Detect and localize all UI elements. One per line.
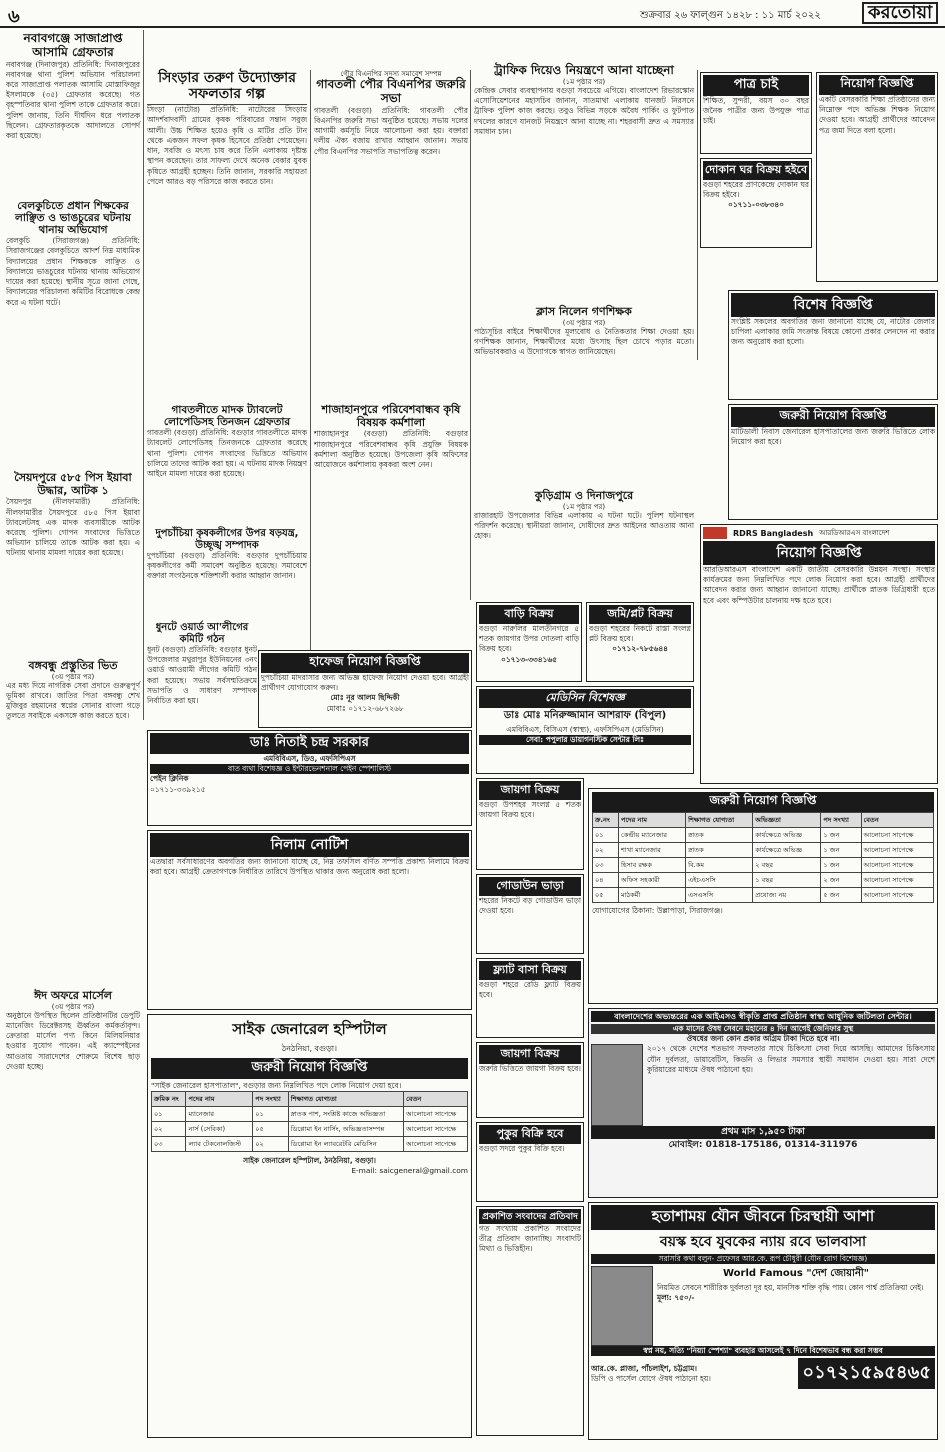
table-row xyxy=(152,1137,468,1152)
table-cell: এইচএসসি xyxy=(686,873,753,888)
continued-note: (৩য় পৃষ্ঠার পর) xyxy=(51,1002,95,1011)
hospital-address: ঠনঠনিয়া, বগুড়া। xyxy=(282,1044,337,1053)
ad-footer: সাইক জেনারেল হস্পিটাল, ঠনঠনিয়া, বগুড়া। xyxy=(243,1156,376,1166)
table-cell: ২ বছর xyxy=(753,858,821,873)
clinic-banner: বাংলাদেশের অভ্যন্তরের এক আইএসও স্বীকৃতি প্রাপ্ত প্রতিষ্ঠান স্বাস্থ্য আধুনিক জটিলতা সেন্টার। xyxy=(591,1011,935,1022)
ad-job-table xyxy=(588,788,938,1004)
clinic-phone: ০১৭১১-৩৩৯২১৫ xyxy=(150,784,206,794)
ad-body: আরডিআরএস বাংলাদেশ একটি জাতীয় বেসরকারি উন্নয়ন সংস্থা। সংস্থার কার্যক্রমের জন্য নিম্নলিখিত পদে লোক নিয়োগ করা হবে। আগ্রহী প্রার্থীদের আবেদন করার জন্য আহ্বান জানানো যাচ্ছে। প্রার্থীকে স্নাতক ডিগ্রিধারী হতে হবে এবং কম্পিউটার চালনায় দক্ষ হতে হবে। xyxy=(703,565,935,605)
table-row xyxy=(152,1122,468,1137)
ad-body: শহরের নিকটে বড় গোডাউন ভাড়া দেওয়া হবে। xyxy=(479,896,581,916)
doctor-specialty: বাত ব্যথা বিশেষজ্ঞ ও ইন্টারভেনশনাল পেইন স্পেশালিস্ট xyxy=(150,764,469,774)
newspaper-logo: করতোয়া xyxy=(862,2,938,24)
table-cell: শাখা ম্যানেজার xyxy=(619,843,686,858)
headline: গাবতলী পৌর বিএনপির জরুরি সভা xyxy=(316,77,466,105)
table-cell: ল্যাব টেকনোলজিস্ট xyxy=(186,1137,253,1152)
headline: ট্রাফিক দিয়েও নিয়ন্ত্রণে আনা যাচ্ছেনা xyxy=(494,63,674,77)
ad-title: নিলাম নোটিশ xyxy=(150,833,469,857)
column-rule xyxy=(310,70,311,650)
ad-title: জমি/প্লট বিক্রয় xyxy=(589,605,691,624)
table-cell: ০৫ xyxy=(253,1122,288,1137)
table-row xyxy=(593,873,934,888)
table-cell: ০২ xyxy=(593,843,619,858)
article-saidpur xyxy=(6,472,140,612)
doctor-degree: এমবিবিএস, বিসিএস (স্বাস্থ্য), এফসিপিএস (মেডিসিন) xyxy=(506,725,664,734)
article-body: বেলকুচি (সিরাজগঞ্জ) প্রতিনিধি: সিরাজগঞ্জের বেলকুচিতে আদর্শ নিম্ন মাধ্যমিক বিদ্যালয়ের প্রধান শিক্ষককে লাঞ্ছিত ও বিদ্যালয়ে ভাঙচুরের ঘটনায় থানায় অভিযোগ দায়ের করা হয়েছে। স্থানীয় সূত্রে জানা গেছে, বিদ্যালয়ের পরিচালনা কমিটির বিরোধকে কেন্দ্র করে এ ঘটনা ঘটে। xyxy=(6,236,140,307)
page-header xyxy=(0,0,945,28)
ad-title: জরুরী নিয়োগ বিজ্ঞপ্তি xyxy=(151,1058,468,1079)
table-cell: ম্যানেজার xyxy=(186,1107,253,1122)
table-cell: ১ জন xyxy=(821,828,861,843)
ad-body: গত সংখ্যায় প্রকাশিত সংবাদের তীব্র প্রতিবাদ জানাচ্ছি। সংবাদটি মিথ্যা ও ভিত্তিহীন। xyxy=(479,1224,581,1254)
article-kurigram xyxy=(474,490,694,600)
ad-godown-rent xyxy=(476,874,584,954)
contact-phone: মোবাঃ ০১৭১২-৬৮৭২৬৮ xyxy=(326,703,404,713)
article-shajahanpur xyxy=(314,404,468,644)
headline: সৈয়দপুরে ৫৮৫ পিস ইয়াবা উদ্ধার, আটক ১ xyxy=(14,471,132,497)
ad-title: মেডিসিন বিশেষজ্ঞ xyxy=(479,689,691,708)
table-cell: ০২ xyxy=(253,1137,288,1152)
hopeful-line-1: হতাশাময় যৌন জীবনে চিরস্থায়ী আশা xyxy=(591,1205,935,1230)
ad-footer: যোগাযোগের ঠিকানা: উল্লাপাড়া, সিরাজগঞ্জ। xyxy=(592,906,723,915)
continued-note: (১ম পৃষ্ঠার পর) xyxy=(562,77,606,86)
ad-body: একটি বেসরকারি শিক্ষা প্রতিষ্ঠানের জন্য নিম্নোক্ত পদে অভিজ্ঞ শিক্ষক নিয়োগ দেওয়া হবে। আগ্রহী প্রার্থীদের আবেদন পত্র জমা দিতে বলা হলো। xyxy=(819,95,935,135)
table-cell: আলোচনা সাপেক্ষে xyxy=(404,1107,468,1122)
table-header: পদ সংখ্যা xyxy=(253,1092,288,1107)
table-cell: ডিপ্লোমা ইন ল্যাবরেটরি মেডিসিন xyxy=(288,1137,403,1152)
ad-hafez-recruitment xyxy=(258,650,472,728)
ad-title: জায়গা বিক্রয় xyxy=(479,781,581,800)
table-cell: কেন্দ্রীয় ম্যানেজার xyxy=(619,828,686,843)
table-header: পদের নাম xyxy=(186,1092,253,1107)
ad-house-sale xyxy=(476,602,582,682)
ad-protest xyxy=(476,1206,584,1436)
issue-date: শুক্রবার ২৬ ফাল্গুন ১৪২৮ : ১১ মার্চ ২০২২ xyxy=(640,10,821,21)
table-cell: স্নাতক পাশ, সংশ্লিষ্ট কাজে অভিজ্ঞতা xyxy=(288,1107,403,1122)
article-body: সৈয়দপুর (নীলফামারী) প্রতিনিধি: নীলফামারীর সৈয়দপুরে ৫৮৫ পিস ইয়াবা ট্যাবলেটসহ এক মাদক ব্যবসায়ীকে আটক করেছে পুলিশ। গোপন সংবাদের ভিত্তিতে অভিযান চালিয়ে তাকে আটক করা হয়। এ ঘটনায় থানায় মামলা দায়ের করা হয়েছে। xyxy=(6,497,140,558)
article-belkuchi xyxy=(6,200,140,360)
clinic-body: ২০১৭ থেকে দেশের শতভাগ সফলতার সাথে চিকিৎসা সেবা দিয়ে আসছি। আমাদের চিকিৎসায় যৌন দুর্বলতা, ডায়াবেটিস, কিডনি ও লিভার সমস্যার স্থায়ী সমাধান দেওয়া হয়। সারা দেশে কুরিয়ারের মাধ্যমে ঔষধ পাঠানো হয়। xyxy=(647,1044,935,1074)
ad-title: গোডাউন ভাড়া xyxy=(479,877,581,896)
doctor-name: ডাঃ নিতাই চন্দ্র সরকার xyxy=(150,733,469,754)
chamber: সেবা: পপুলার ডায়াগনস্টিক সেন্টার লিঃ xyxy=(479,735,691,745)
headline: ক্লাস নিলেন গণশিক্ষক xyxy=(536,305,632,318)
article-gabtali-drugs xyxy=(147,404,307,524)
article-body: অনুষ্ঠানে উপস্থিত ছিলেন প্রতিষ্ঠানটির ডেপুটি ম্যানেজিং ডিরেক্টরসহ ঊর্ধ্বতন কর্মকর্তাবৃন্দ। ক্রেতারা মার্সেল পণ্য কিনে মিলিয়নিয়ার হওয়ার সুযোগ পাবেন। এই ক্যাম্পেইনের আওতায় সারাদেশের শোরুমে বিশেষ ছাড় দেওয়া হচ্ছে। xyxy=(6,1010,140,1071)
ad-land-sale-3 xyxy=(476,1042,584,1118)
table-cell: কার্যক্ষেত্রে অভিজ্ঞ xyxy=(753,843,821,858)
ad-land-sale xyxy=(586,602,694,682)
doctor-photo xyxy=(591,1044,643,1126)
hopeful-line-2: বয়স্ক হবে যুবকের ন্যায় রবে ভালবাসা xyxy=(659,1234,867,1250)
table-cell: ০১ xyxy=(253,1107,288,1122)
headline: ঈদ অফরে মার্সেল xyxy=(34,989,112,1002)
table-row xyxy=(593,828,934,843)
hospital-name: সাইক জেনারেল হস্পিটাল xyxy=(232,1020,387,1038)
table-cell: আলোচনা সাপেক্ষে xyxy=(861,828,933,843)
headline: নবাবগঞ্জে সাজাপ্রাপ্ত আসামি গ্রেফতার xyxy=(23,31,123,59)
headline: দুপচাঁচিয়া কৃষকলীগের উপর ষড়যন্ত্র, উচ্ছৃঙ্খ সম্পাদক xyxy=(155,528,299,551)
table-cell: আলোচনা সাপেক্ষে xyxy=(404,1122,468,1137)
continued-note: (১ম পৃষ্ঠার পর) xyxy=(562,502,606,511)
ad-hopeful xyxy=(588,1202,938,1440)
ad-body: বগুড়া নারুলির মালতীনগরে ৫ শতক জায়গার উপর দোতলা বাড়ি বিক্রয় হবে। xyxy=(479,624,579,654)
table-row xyxy=(593,843,934,858)
table-header: পদের নাম xyxy=(619,813,686,828)
table-header: অভিজ্ঞতা xyxy=(753,813,821,828)
ad-title: পাত্র চাই xyxy=(703,75,809,96)
hopeful-address-2: ডিপি ও পার্সেল যোগে ঔষধ পাঠানো হয়। xyxy=(591,1373,711,1383)
continued-note: (৩য় পৃষ্ঠার পর) xyxy=(51,672,95,681)
ad-phone: ০১৭১২-৭৮৫৬৪৪ xyxy=(612,644,668,654)
table-cell: আলোচনা সাপেক্ষে xyxy=(861,843,933,858)
table-cell: ০৩ xyxy=(593,858,619,873)
table-cell: ১ বছর xyxy=(753,873,821,888)
ad-phone: ০১৭১১-০৩৮৩৪০ xyxy=(728,200,784,210)
table-cell: এসএসসি xyxy=(686,888,753,903)
headline: বঙ্গবন্ধু প্রস্তুতির ভিত xyxy=(28,659,118,672)
ad-body: জরুরি ভিত্তিতে জায়গা বিক্রয় হবে। xyxy=(479,1064,581,1073)
ad-body: সংশ্লিষ্ট সকলের অবগতির জন্য জানানো যাচ্ছে যে, নাটোর জেলার চাপিলা এলাকার জমি সংক্রান্ত বিষয়ে কোনো প্রকার লেনদেন না করার জন্য অনুরোধ করা হলো। xyxy=(731,317,935,347)
article-body: দুপচাঁচিয়া (বগুড়া) প্রতিনিধি: বগুড়ার দুপচাঁচিয়ায় কৃষকলীগের কর্মী সমাবেশ অনুষ্ঠিত হয়েছে। সমাবেশে বক্তারা সংগঠনকে শক্তিশালী করার আহ্বান জানান। xyxy=(147,551,307,581)
hopeful-line-3: সরাসরি কথা বলুন- প্রফেসর আর.কে. রূপ চৌধুরী (যৌন রোগ বিশেষজ্ঞ) xyxy=(591,1254,935,1264)
headline: বেলকুচিতে প্রধান শিক্ষকের লাঞ্ছিত ও ভাঙচুরের ঘটনায় থানায় অভিযোগ xyxy=(15,200,131,237)
table-cell: স্নাতক xyxy=(686,828,753,843)
table-cell: কার্যক্ষেত্রে অভিজ্ঞ xyxy=(753,828,821,843)
table-cell: হিসাব রক্ষক xyxy=(619,858,686,873)
page-number: ৬ xyxy=(8,6,20,27)
ad-doctor-nitai xyxy=(147,730,472,826)
hopeful-phone: ০১৭২১৫৯৫৪৬৫ xyxy=(798,1358,935,1389)
doctor-name: ডাঃ মোঃ মনিরুজ্জামান আশরাফ (বিপুল) xyxy=(503,710,667,721)
column-rule xyxy=(697,70,698,360)
table-row xyxy=(593,888,934,903)
ad-title: প্রকাশিত সংবাদের প্রতিবাদ xyxy=(479,1209,581,1224)
table-header: ক্র.নং xyxy=(593,813,619,828)
ad-body: বগুড়া সদরে পুকুর বিক্রি হবে। xyxy=(479,1144,565,1153)
ad-body: বগুড়া শহরে রেডি ফ্ল্যাট বিক্রয় হবে। xyxy=(479,980,581,1000)
headline: কুড়িগ্রাম ও দিনাজপুরে xyxy=(534,489,634,502)
ad-title: ফ্ল্যাট বাসা বিক্রয় xyxy=(479,961,581,980)
article-dupchanchia xyxy=(147,528,307,618)
ad-medicine-specialist xyxy=(476,686,694,774)
table-header: ক্রমিক নং xyxy=(152,1092,186,1107)
table-cell: আলোচনা সাপেক্ষে xyxy=(861,858,933,873)
rdrs-name: আরডিআরএস বাংলাদেশ xyxy=(819,529,890,537)
ad-title: দোকান ঘর বিক্রয় হইবে xyxy=(703,161,809,180)
clinic-name: পেইন ক্লিনিক xyxy=(150,774,189,784)
table-cell: আলোচনা সাপেক্ষে xyxy=(861,888,933,903)
table-cell: ০৩ xyxy=(152,1137,186,1152)
table-row xyxy=(593,858,934,873)
article-bangabandhu xyxy=(6,660,140,810)
table-header: পদ সংখ্যা xyxy=(821,813,861,828)
rdrs-logo-icon xyxy=(703,527,727,539)
table-cell: স্নাতক xyxy=(686,843,753,858)
ad-saic-hospital xyxy=(147,1014,472,1438)
table-cell: ১ জন xyxy=(821,858,861,873)
hopeful-price: মূল্য: ৭৫০/- xyxy=(657,1293,695,1303)
headline: গাবতলীতে মাদক ট্যাবলেট লোপেডিসহ তিনজন গ্রেফতার xyxy=(163,404,291,429)
table-cell: ০১ xyxy=(593,828,619,843)
ad-body: বগুড়া শহরের নিকটে রাস্তা সংলগ্ন প্লট বিক্রয় হবে। xyxy=(589,624,691,644)
table-cell: মাঠকর্মী xyxy=(619,888,686,903)
ad-recruitment-1 xyxy=(816,72,938,282)
article-traffic xyxy=(474,64,694,304)
ad-urgent-recruitment xyxy=(728,404,938,520)
clinic-price: প্রথম মাস ১,৯৫০ টাকা xyxy=(591,1126,935,1138)
ad-title: জরুরী নিয়োগ বিজ্ঞপ্তি xyxy=(731,407,935,427)
article-body: সিংড়া (নাটোর) প্রতিনিধি: নাটোরের সিংড়ায় আদর্শবাদবাদী গ্রামের কৃষক পরিবারের সন্তান সবুজ আলী। উচ্চ শিক্ষিত হয়েও কৃষি ও মাটির প্রতি টান থেকে একজন সফল কৃষক হিসেবে প্রতিষ্ঠা পেয়েছেন। ধান, সবজি ও মৎস্য চাষ করে তিনি এলাকায় দৃষ্টান্ত স্থাপন করেছেন। তার সাফল্য দেখে অনেক বেকার যুবক কৃষিতে আগ্রহী হচ্ছেন। তিনি জানান, সরকারি সহায়তা পেলে আরও বড় পরিসরে কাজ করতে চান। xyxy=(147,105,307,186)
article-marcel xyxy=(6,990,140,1440)
article-body: এর মধ্য দিয়ে নাগরিক সেবা প্রদানে গুরুত্বপূর্ণ ভূমিকা রাখবে। জাতির পিতা বঙ্গবন্ধু শেখ মুজিবুর রহমানের স্বপ্নের সোনার বাংলা গড়ে তুলতে সবাইকে একসঙ্গে কাজ করতে হবে। xyxy=(6,680,140,721)
ad-clinic xyxy=(588,1008,938,1198)
column-rule xyxy=(470,70,471,600)
article-nabaganj xyxy=(6,31,140,141)
article-body: ধুনট (বগুড়া) প্রতিনিধি: বগুড়ার ধুনট উপজেলার মথুরাপুর ইউনিয়নের ৩নং ওয়ার্ড আওয়ামী লীগের কমিটি গঠন করা হয়েছে। সভায় সর্বসম্মতিক্রমে সভাপতি ও সাধারণ সম্পাদক নির্বাচিত করা হয়। xyxy=(147,645,257,706)
ad-groom-wanted xyxy=(700,72,812,154)
article-singra xyxy=(147,70,307,400)
hopeful-brand: World Famous "দেশ জোয়ানী" xyxy=(722,1268,870,1280)
doctor-degree: এমবিবিএস, ডিও, এফসিপিএস xyxy=(263,754,356,763)
ad-title: জায়গা বিক্রয় xyxy=(479,1045,581,1064)
hospital-job-table xyxy=(151,1091,468,1152)
ad-body: বগুড়া শহরের প্রাণকেন্দ্রে দোকান ঘর বিক্রয় হইবে। xyxy=(703,180,809,200)
ad-title: জরুরী নিয়োগ বিজ্ঞপ্তি xyxy=(592,792,934,812)
column-rule xyxy=(143,30,144,720)
ad-title: বাড়ি বিক্রয় xyxy=(479,605,579,624)
hopeful-strip: স্বপ্ন নয়, সত্যি "নিয়্যা স্পেশ্যা" ব্যবহার আসলেই ৭ দিনে বিশেষভাব বন্ধ করা সম্ভব xyxy=(591,1346,935,1356)
ad-title: হাফেজ নিয়োগ বিজ্ঞপ্তি xyxy=(261,653,469,673)
ad-body: মাটিডালী নিবাস জেনারেল হাসপাতালের জন্য জরুরি ভিত্তিতে লোক নিয়োগ করা হবে। xyxy=(731,427,935,447)
table-cell: আলোচনা সাপেক্ষে xyxy=(861,873,933,888)
table-cell: ডিপ্লোমা ইন নার্সিং, অভিজ্ঞতাসম্পন্ন xyxy=(288,1122,403,1137)
table-cell: ৫ জন xyxy=(821,888,861,903)
ad-body: দুপচাঁচিয়া মাদরাসার জন্য অভিজ্ঞ হাফেজ নিয়োগ দেওয়া হবে। আগ্রহী প্রার্থীগণ যোগাযোগ করুন। xyxy=(261,673,469,693)
table-header: শিক্ষাগত যোগ্যতা xyxy=(288,1092,403,1107)
article-gabtali-bnp xyxy=(314,70,468,390)
rdrs-logo-row xyxy=(703,527,935,539)
table-cell: বি.কম xyxy=(686,858,753,873)
article-dhunat xyxy=(147,622,257,722)
article-body: নবাবগঞ্জ (দিনাজপুর) প্রতিনিধি: দিনাজপুরের নবাবগঞ্জ থানা পুলিশ অভিযান পরিচালনা করে সাজাপ্রাপ্ত পলাতক আসামি মোস্তাফিজুর ইসলামকে (৩৫) গ্রেফতার করেছে। গত বৃহস্পতিবার থানা পুলিশ তাকে গ্রেফতার করে। পুলিশ জানায়, তিনি দীর্ঘদিন ধরে পলাতক ছিলেন। গ্রেফতারকৃতকে আদালতে সোপর্দ করা হয়েছে। xyxy=(6,59,140,141)
article-class xyxy=(474,306,694,486)
continued-note: (৩য় পৃষ্ঠার পর) xyxy=(562,318,606,327)
table-cell: প্রযোজ্য নয় xyxy=(753,888,821,903)
headline: ধুনটে ওয়ার্ড আ'লীগের কমিটি গঠন xyxy=(155,622,249,645)
hopeful-address: আর.কে. প্লাজা, পাঁচলাইশ, চট্টগ্রাম। xyxy=(591,1363,697,1373)
article-body: কেন্দ্রিক সেবার ব্যবস্থাপনায় বগুড়া সবচেয়ে এগিয়ে। বাংলাদেশ রিভারস্কোন এসোসিয়েশনের মহাসচিব জানান, সাতমাথা এলাকায় যানজট নিরসনে ট্রাফিক পুলিশ কাজ করছে। তবুও বিভিন্ন সড়কে অবৈধ পার্কিং ও ফুটপাত দখলের কারণে যানজট নিয়ন্ত্রণে আনা যাচ্ছে না। শহরবাসী দ্রুত এ সমস্যার সমাধান চান। xyxy=(474,85,694,136)
contact-name: মোঃ নূর আলম ছিদ্দিকী xyxy=(330,693,400,703)
ad-shop-sale xyxy=(700,158,812,248)
hopeful-body: নিয়মিত সেবনে শারীরিক দুর্বলতা দূর হয়, মানসিক শক্তি বৃদ্ধি পায়। কোন পার্শ্ব প্রতিক্রিয়া নেই। xyxy=(657,1283,924,1293)
table-row xyxy=(152,1107,468,1122)
article-body: শাজাহানপুর (বগুড়া) প্রতিনিধি: বগুড়ার শাজাহানপুরে পরিবেশবান্ধব কৃষি প্রযুক্তি বিষয়ক কর্মশালা অনুষ্ঠিত হয়েছে। উপজেলা কৃষি অফিসের আয়োজনে কর্মশালায় কৃষকরা অংশ নেন। xyxy=(314,429,468,469)
ad-rdrs-recruitment xyxy=(700,524,938,784)
ad-title: নিয়োগ বিজ্ঞপ্তি xyxy=(819,75,935,95)
ad-land-sale-2 xyxy=(476,778,584,870)
ad-body: শিক্ষিত, সুন্দরী, বয়স ৩০ বছর জনৈক পাত্রীর জন্য উপযুক্ত পাত্র চাই। xyxy=(703,96,809,126)
headline: শাজাহানপুরে পরিবেশবান্ধব কৃষি বিষয়ক কর্মশালা xyxy=(321,403,461,429)
ad-special-notice xyxy=(728,290,938,400)
article-body: গাবতলী (বগুড়া) প্রতিনিধি: গাবতলী পৌর বিএনপির জরুরি সভা অনুষ্ঠিত হয়েছে। সভায় দলের আগামী কর্মসূচি নিয়ে আলোচনা করা হয়। বক্তারা দলীয় ঐক্য বজায় রাখার আহ্বান জানান। সভায় পৌর বিএনপির সভাপতি সভাপতিত্ব করেন। xyxy=(314,105,468,156)
ad-auction-notice xyxy=(147,830,472,1010)
table-header: বেতন xyxy=(861,813,933,828)
table-header: শিক্ষাগত যোগ্যতা xyxy=(686,813,753,828)
ad-body: বগুড়া উপশহর সংলগ্ন ৫ শতক জায়গা বিক্রয় হবে। xyxy=(479,800,581,820)
table-cell: ০৫ xyxy=(593,888,619,903)
clinic-strip-2: ঔষধের জন্য কোন প্রকার অগ্রিম টাকা দিতে হবে না। xyxy=(686,1034,840,1044)
ad-flat-sale xyxy=(476,958,584,1038)
ad-phone: ০১৭১৩-৩৩৪১৬৫ xyxy=(501,654,557,664)
job-table xyxy=(592,812,934,903)
ad-email: E-mail: saicgeneral@gmail.com xyxy=(351,1166,468,1176)
clinic-strip-1: এক মাসের ঔষধ সেবনে মহানের ৪ দিন আগেই জেনিফার সুস্থ xyxy=(591,1024,935,1034)
kicker: গৌর বিএনপির সদস্য সমাবেশ সম্পন্ন xyxy=(340,70,442,78)
article-body: রাজারহাট উপজেলার বিভিন্ন এলাকায় এ ঘটনা ঘটে। পুলিশ ঘটনাস্থল পরিদর্শন করেছে। স্থানীয়রা জানান, দোষীদের দ্রুত আইনের আওতায় আনা হোক। xyxy=(474,510,694,541)
table-cell: ০৪ xyxy=(593,873,619,888)
table-header: বেতন xyxy=(404,1092,468,1107)
rdrs-logo: RDRS Bangladesh xyxy=(733,528,814,538)
article-body: পাঠ্যসূচির বাইরে শিক্ষার্থীদের মূল্যবোধ ও নৈতিকতার শিক্ষা দেওয়া হয়। গণশিক্ষক জানান, শিক্ষার্থীদের মধ্যে উৎসাহ ছিল চোখে পড়ার মতো। অভিভাবকরাও এ উদ্যোগকে স্বাগত জানিয়েছেন। xyxy=(474,326,694,357)
headline: সিংড়ার তরুণ উদ্যোক্তার সফলতার গল্প xyxy=(147,70,307,105)
doctor-photo xyxy=(591,1266,653,1346)
table-cell: আলোচনা সাপেক্ষে xyxy=(404,1137,468,1152)
ad-title: পুকুর বিক্রি হবে xyxy=(479,1125,581,1144)
table-cell: নার্স (সেবিকা) xyxy=(186,1122,253,1137)
table-cell: ২ জন xyxy=(821,873,861,888)
clinic-phone: মোবাইল: 01818-175186, 01314-311976 xyxy=(668,1139,858,1150)
ad-intro: "সাইক জেনারেল হাসপাতাল", বগুড়ার জন্য নিম্নলিখিত পদে লোক নিয়োগ দেয়া হবে। xyxy=(151,1081,402,1090)
article-body: গাবতলী (বগুড়া) প্রতিনিধি: বগুড়ার গাবতলীতে মাদক ট্যাবলেট লোপেডিসহ তিনজনকে গ্রেফতার করেছে থানা পুলিশ। গোপন সংবাদের ভিত্তিতে অভিযান চালিয়ে তাদের আটক করা হয়। এ ঘটনায় মাদক নিয়ন্ত্রণ আইনে মামলা দায়ের করা হয়েছে। xyxy=(147,428,307,478)
ad-title: বিশেষ বিজ্ঞপ্তি xyxy=(731,293,935,317)
ad-body: এতদ্বারা সর্বসাধারণের অবগতির জন্য জানানো যাচ্ছে যে, নিম্ন তফসিল বর্ণিত সম্পত্তি প্রকাশ্য নিলামে বিক্রয় করা হবে। আগ্রহী ক্রেতাগণকে নির্ধারিত তারিখে উপস্থিত থাকার জন্য অনুরোধ করা হলো। xyxy=(150,857,469,877)
table-cell: ১ জন xyxy=(821,843,861,858)
ad-pond-sale xyxy=(476,1122,584,1202)
table-cell: ০১ xyxy=(152,1107,186,1122)
ad-title: নিয়োগ বিজ্ঞপ্তি xyxy=(703,541,935,565)
table-cell: অফিস সহকারী xyxy=(619,873,686,888)
table-cell: ০২ xyxy=(152,1122,186,1137)
